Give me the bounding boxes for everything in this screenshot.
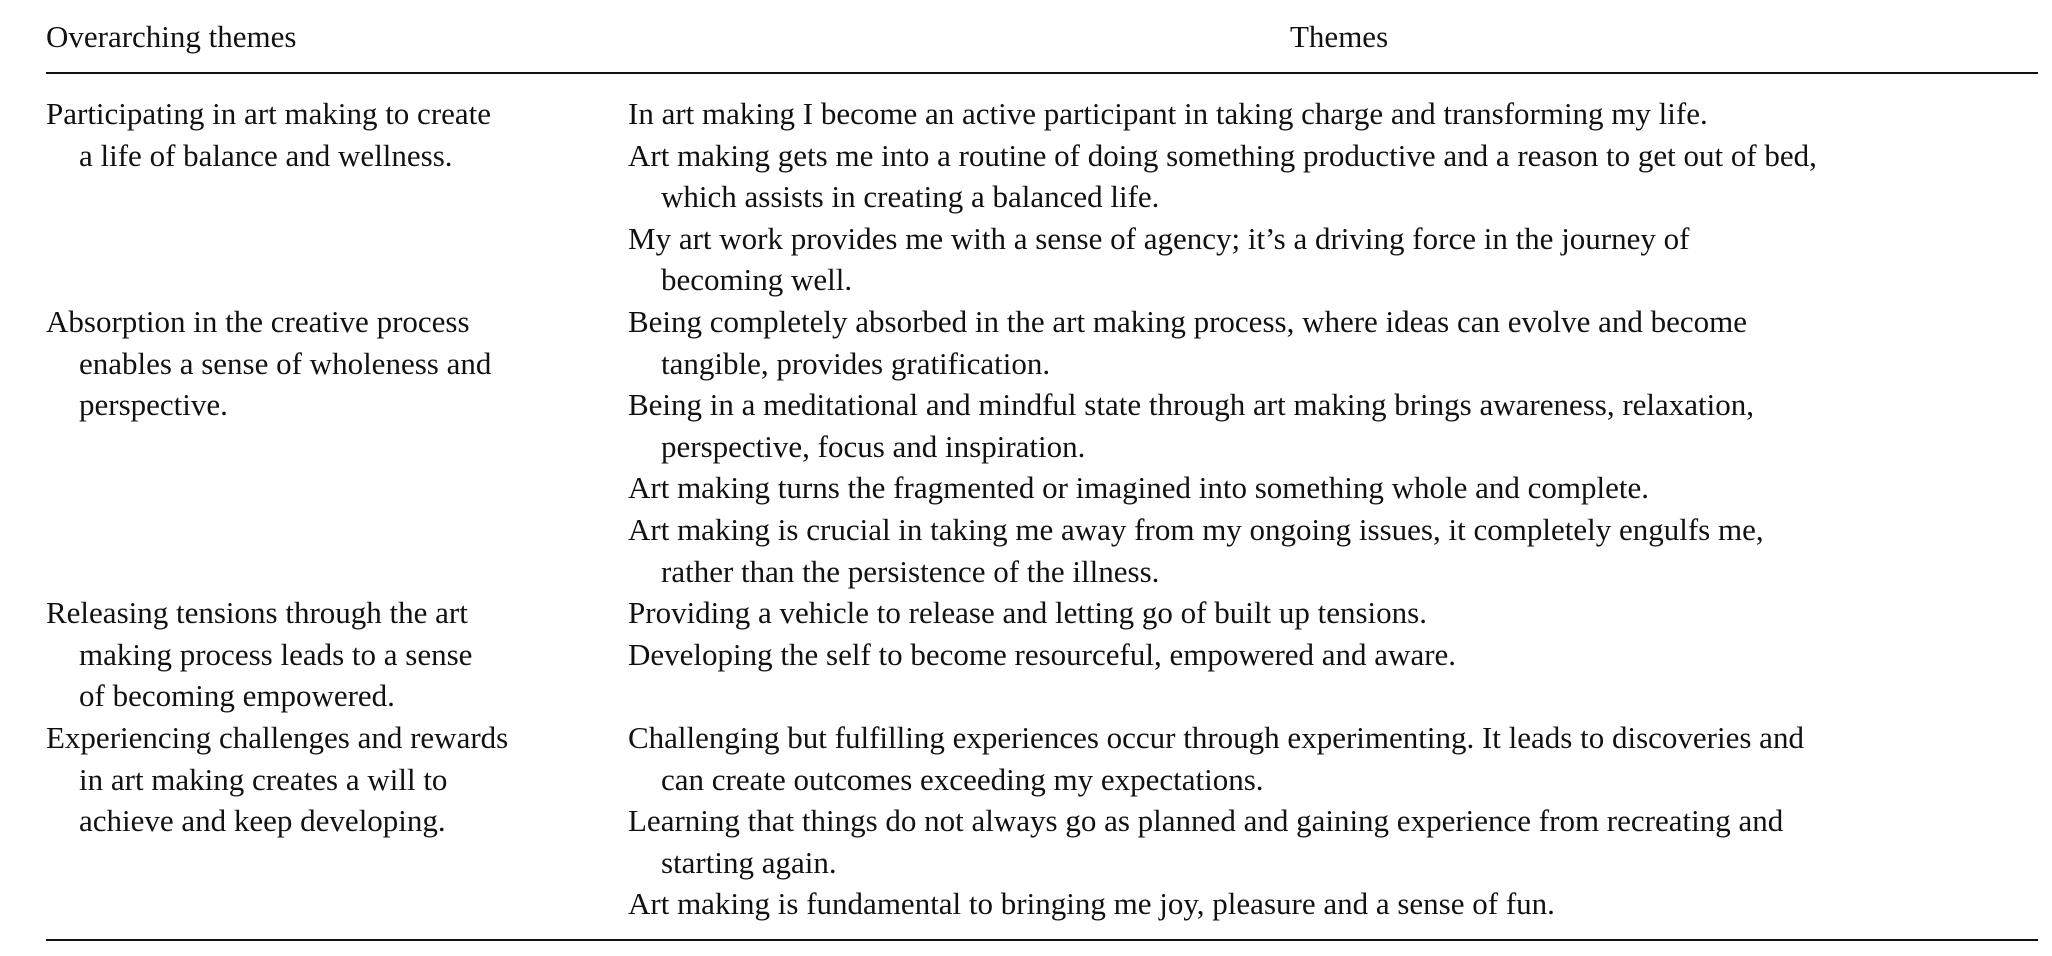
table-row xyxy=(46,301,2038,592)
theme-line: which assists in creating a balanced life. xyxy=(661,179,1160,215)
themes-cell xyxy=(628,717,2038,925)
header-overarching-themes: Overarching themes xyxy=(46,19,297,54)
overarching-theme-cell xyxy=(46,93,628,301)
themes-cell xyxy=(628,93,2038,301)
overarching-theme-line: in art making creates a will to xyxy=(79,761,448,797)
theme-line: rather than the persistence of the illness. xyxy=(661,553,1160,589)
table-row xyxy=(46,93,2038,301)
table-row xyxy=(46,717,2038,925)
overarching-theme-line: making process leads to a sense xyxy=(79,636,473,672)
themes-cell xyxy=(628,301,2038,592)
theme-line: becoming well. xyxy=(661,262,853,298)
table-body xyxy=(46,93,2038,925)
theme-line: Developing the self to become resourceful, empowered and aware. xyxy=(628,636,1457,672)
theme-line: Being completely absorbed in the art making process, where ideas can evolve and become xyxy=(628,303,1748,339)
bottom-rule xyxy=(46,939,2038,941)
overarching-theme-line: enables a sense of wholeness and xyxy=(79,345,492,381)
table-row xyxy=(46,592,2038,717)
overarching-theme-cell xyxy=(46,717,628,925)
overarching-theme-line: Releasing tensions through the art xyxy=(46,595,468,631)
overarching-theme-line: achieve and keep developing. xyxy=(79,803,446,839)
overarching-theme-cell xyxy=(46,592,628,717)
theme-line: perspective, focus and inspiration. xyxy=(661,428,1086,464)
theme-line: Providing a vehicle to release and letting go of built up tensions. xyxy=(628,595,1427,631)
theme-line: Challenging but fulfilling experiences occur through experimenting. It leads to discoveries and xyxy=(628,719,1804,755)
theme-item xyxy=(628,301,2038,384)
overarching-theme-line: Absorption in the creative process xyxy=(46,303,470,339)
theme-item xyxy=(628,717,2038,800)
theme-line: Art making turns the fragmented or imagined into something whole and complete. xyxy=(628,470,1650,506)
overarching-theme-line: Participating in art making to create xyxy=(46,96,492,131)
theme-line: Being in a meditational and mindful state through art making brings awareness, relaxation, xyxy=(628,387,1755,423)
theme-item xyxy=(628,883,2038,925)
theme-line: My art work provides me with a sense of agency; it’s a driving force in the journey of xyxy=(628,220,1690,256)
theme-item xyxy=(628,467,2038,509)
theme-line: tangible, provides gratification. xyxy=(661,345,1051,381)
overarching-theme-line: of becoming empowered. xyxy=(79,678,395,714)
theme-item xyxy=(628,218,2038,301)
top-rule xyxy=(46,72,2038,74)
themes-cell xyxy=(628,592,2038,717)
theme-item xyxy=(628,634,2038,676)
theme-line: starting again. xyxy=(661,844,837,880)
theme-item xyxy=(628,93,2038,135)
theme-line: Art making is fundamental to bringing me joy, pleasure and a sense of fun. xyxy=(628,886,1555,922)
theme-item xyxy=(628,509,2038,592)
theme-item xyxy=(628,592,2038,634)
theme-line: Art making gets me into a routine of doing something productive and a reason to get out of bed, xyxy=(628,137,1817,173)
overarching-theme-line: Experiencing challenges and rewards xyxy=(46,719,509,755)
theme-item xyxy=(628,800,2038,883)
overarching-theme-line: perspective. xyxy=(79,387,228,423)
theme-item xyxy=(628,135,2038,218)
theme-line: can create outcomes exceeding my expectations. xyxy=(661,761,1264,797)
header-themes: Themes xyxy=(1290,19,1389,54)
theme-line: Art making is crucial in taking me away from my ongoing issues, it completely engulfs me, xyxy=(628,511,1764,547)
theme-item xyxy=(628,384,2038,467)
theme-line: In art making I become an active participant in taking charge and transforming my life. xyxy=(628,96,1708,131)
theme-line: Learning that things do not always go as planned and gaining experience from recreating and xyxy=(628,803,1784,839)
overarching-theme-line: a life of balance and wellness. xyxy=(79,137,453,173)
overarching-theme-cell xyxy=(46,301,628,592)
